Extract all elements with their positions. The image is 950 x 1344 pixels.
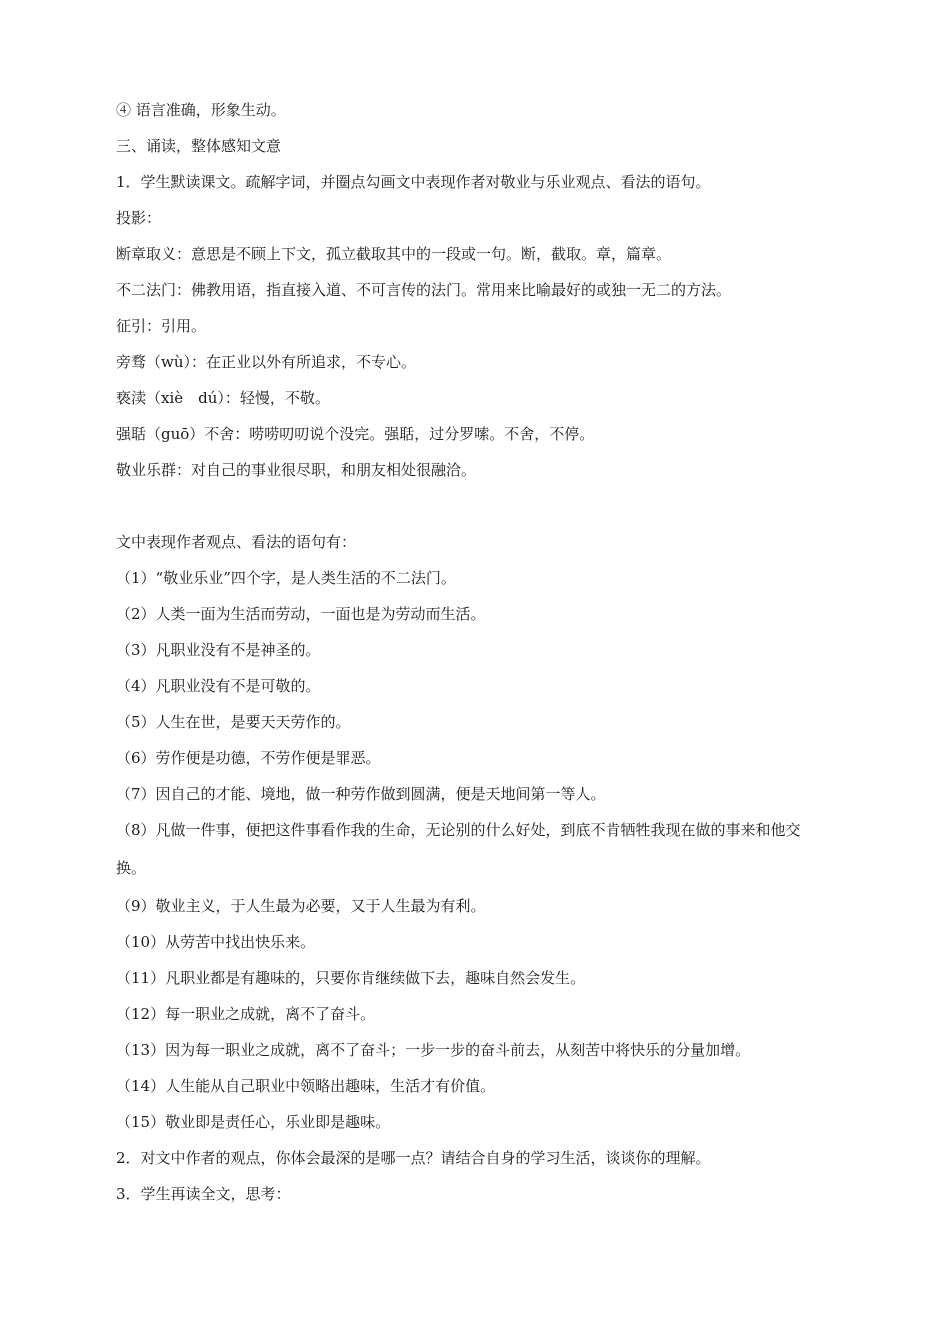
list-item: （6）劳作便是功德，不劳作便是罪恶。	[116, 749, 381, 767]
list-item: （12）每一职业之成就，离不了奋斗。	[116, 1005, 376, 1023]
text-line: 1．学生默读课文。疏解字词，并圈点勾画文中表现作者对敬业与乐业观点、看法的语句。	[116, 173, 711, 191]
vocab-entry: 敬业乐群：对自己的事业很尽职，和朋友相处很融洽。	[116, 461, 477, 479]
vocab-entry: 亵渎（xiè dú）：轻慢，不敬。	[116, 389, 330, 407]
text-line: 投影：	[116, 209, 162, 227]
list-item: （8）凡做一件事，便把这件事看作我的生命，无论别的什么好处，到底不肯牺牲我现在做的事来和他交	[116, 821, 801, 839]
list-item: （7）因自己的才能、境地，做一种劳作做到圆满，便是天地间第一等人。	[116, 785, 606, 803]
list-item: （1）“敬业乐业”四个字，是人类生活的不二法门。	[116, 569, 456, 587]
vocab-entry: 征引：引用。	[116, 317, 207, 335]
list-item: （2）人类一面为生活而劳动，一面也是为劳动而生活。	[116, 605, 486, 623]
list-item: （14）人生能从自己职业中领略出趣味，生活才有价值。	[116, 1077, 496, 1095]
list-item: （9）敬业主义，于人生最为必要，又于人生最为有利。	[116, 897, 486, 915]
list-item: （15）敬业即是责任心，乐业即是趣味。	[116, 1113, 391, 1131]
section-heading: 三、诵读，整体感知文意	[116, 137, 282, 155]
vocab-entry: 断章取义：意思是不顾上下文，孤立截取其中的一段或一句。断，截取。章，篇章。	[116, 245, 672, 263]
vocab-entry: 不二法门：佛教用语，指直接入道、不可言传的法门。常用来比喻最好的或独一无二的方法。	[116, 281, 732, 299]
list-item: （5）人生在世，是要天天劳作的。	[116, 713, 351, 731]
text-line: ④ 语言准确，形象生动。	[116, 101, 286, 119]
list-item-continuation: 换。	[116, 859, 147, 877]
text-line: 文中表现作者观点、看法的语句有：	[116, 533, 357, 551]
question-line: 3．学生再读全文，思考：	[116, 1185, 291, 1203]
list-item: （4）凡职业没有不是可敬的。	[116, 677, 321, 695]
list-item: （13）因为每一职业之成就，离不了奋斗；一步一步的奋斗前去，从刻苦中将快乐的分量加增。	[116, 1041, 751, 1059]
list-item: （11）凡职业都是有趣味的，只要你肯继续做下去，趣味自然会发生。	[116, 969, 586, 987]
question-line: 2．对文中作者的观点，你体会最深的是哪一点？请结合自身的学习生活，谈谈你的理解。	[116, 1149, 711, 1167]
list-item: （10）从劳苦中找出快乐来。	[116, 933, 316, 951]
vocab-entry: 旁骛（wù）：在正业以外有所追求，不专心。	[116, 353, 417, 371]
vocab-entry: 强聒（guō）不舍：唠唠叨叨说个没完。强聒，过分罗嗦。不舍，不停。	[116, 425, 595, 443]
list-item: （3）凡职业没有不是神圣的。	[116, 641, 321, 659]
